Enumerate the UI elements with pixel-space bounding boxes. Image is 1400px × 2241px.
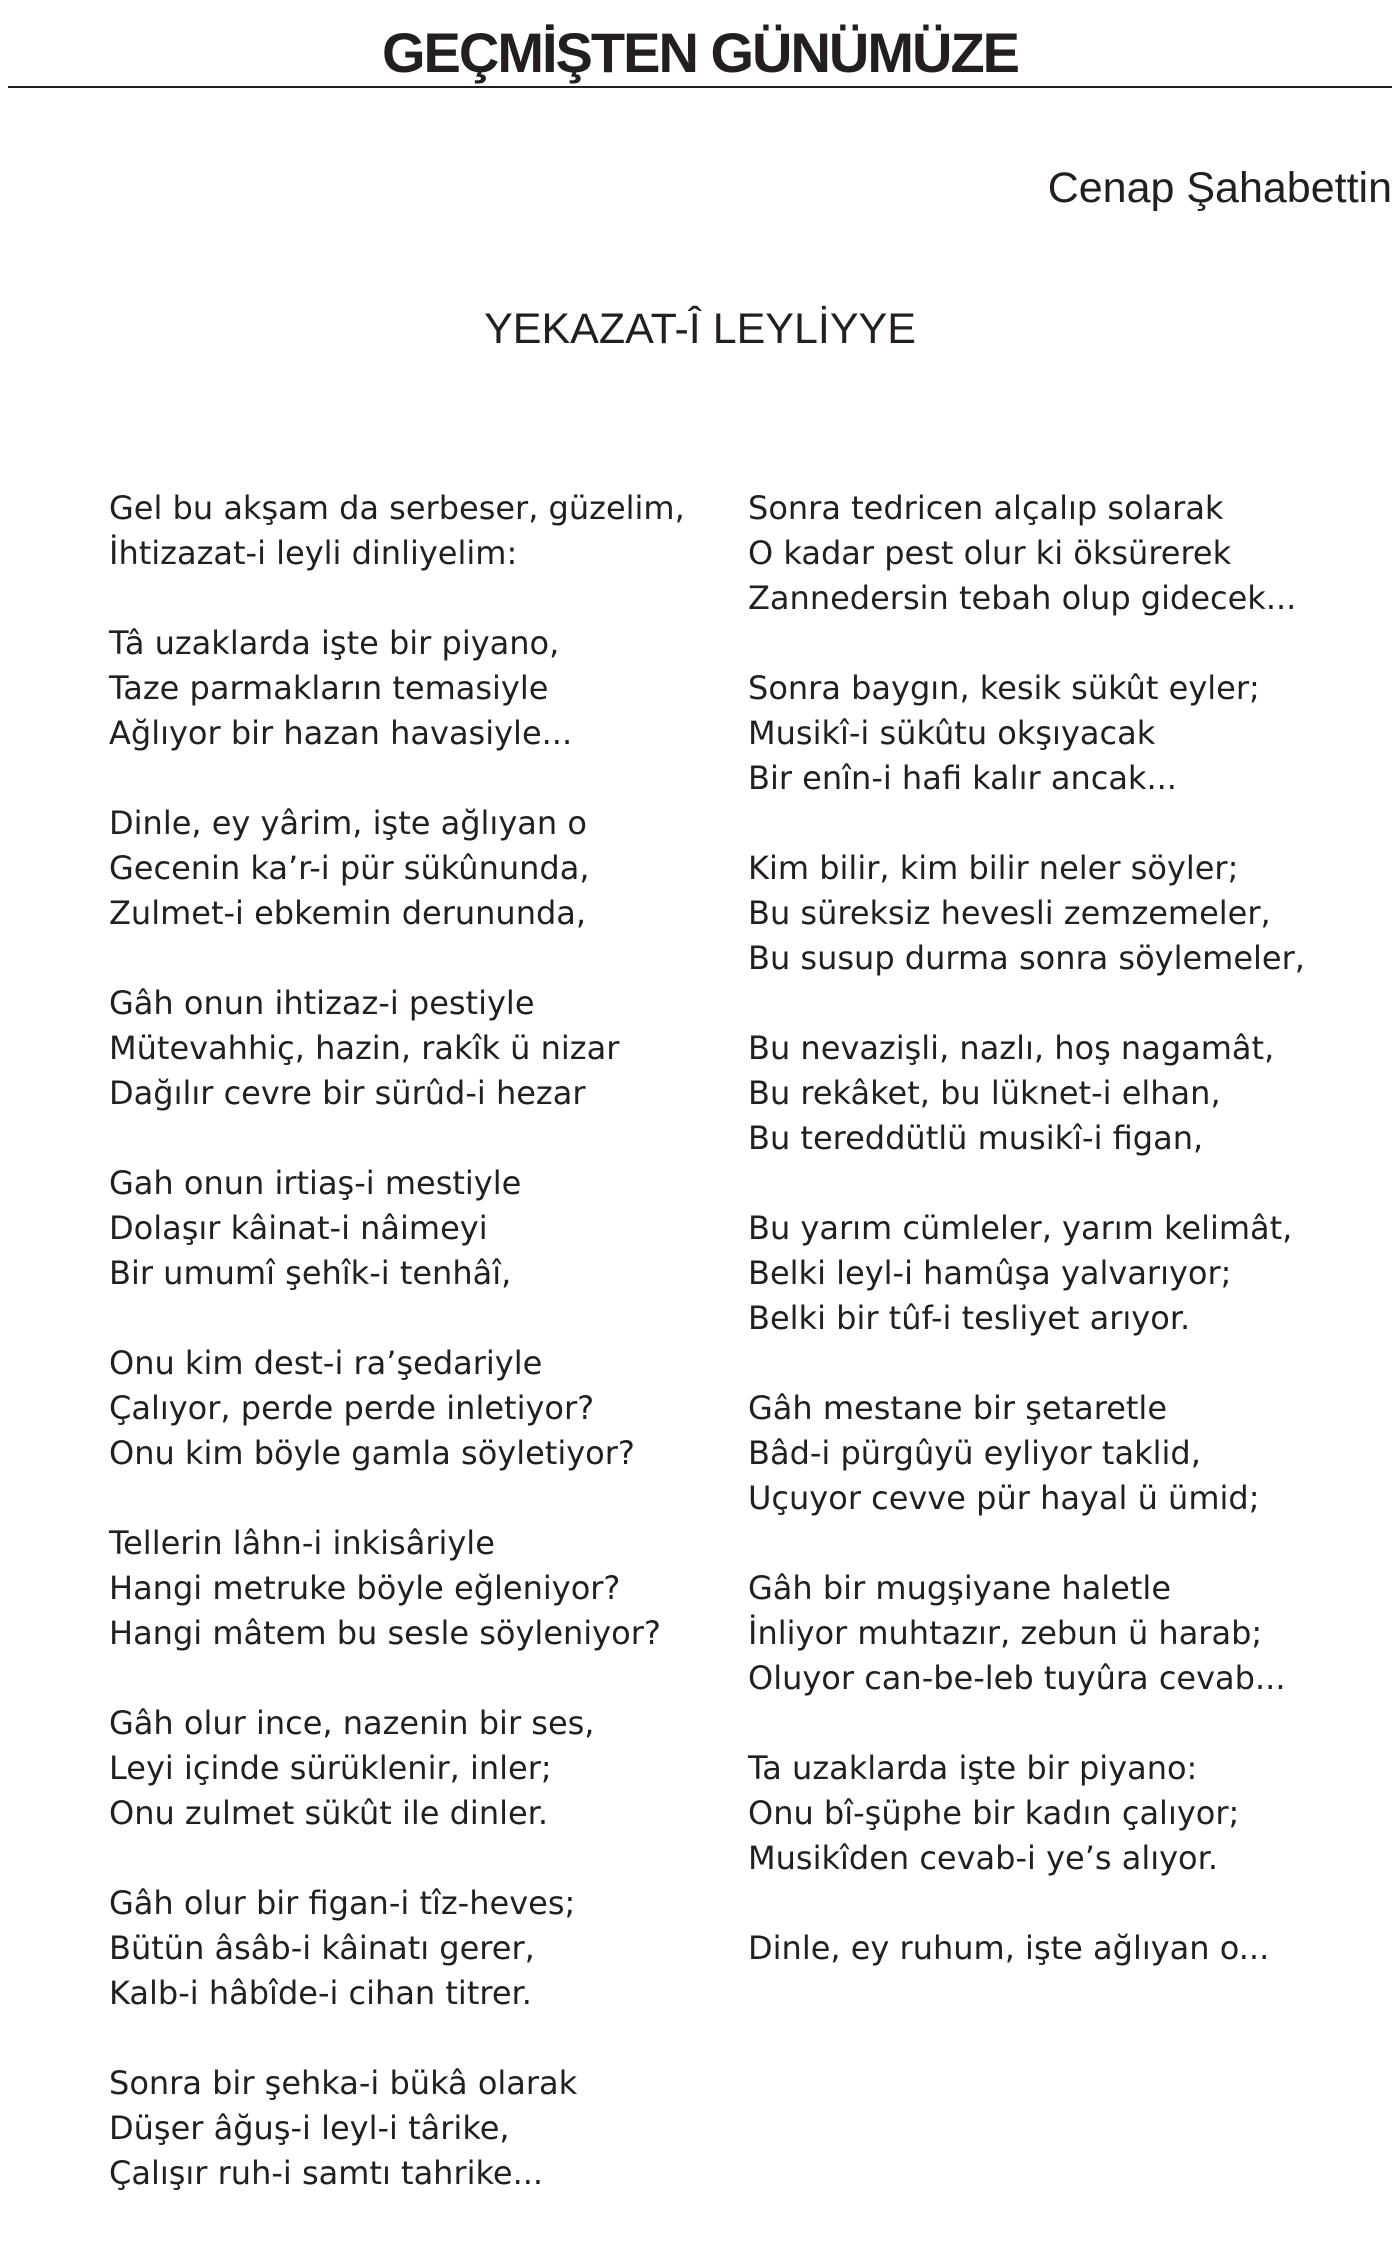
author-name: Cenap Şahabettin [1047,164,1392,212]
verse-line: Dağılır cevre bir sürûd-i hezar [109,1074,586,1112]
stanza [109,801,729,936]
verse-line: Bu nevazişli, nazlı, hoş nagamât, [748,1029,1275,1067]
stanza [109,1881,729,2016]
poem-title: YEKAZAT-Î LEYLİYYE [484,305,916,353]
verse-line: Gâh onun ihtizaz-i pestiyle [109,984,535,1022]
verse-line: Bu süreksiz hevesli zemzemeler, [748,894,1271,932]
stanza [748,1746,1388,1881]
verse-line: Uçuyor cevve pür hayal ü ümid; [748,1479,1260,1517]
stanza [109,486,729,576]
verse-line: Onu bî-şüphe bir kadın çalıyor; [748,1794,1240,1832]
verse-line: Hangi mâtem bu sesle söyleniyor? [109,1614,661,1652]
stanza [748,846,1388,981]
verse-line: Leyi içinde sürüklenir, inler; [109,1749,552,1787]
verse-line: Gâh olur bir figan-i tîz-heves; [109,1884,576,1922]
stanza [109,1521,729,1656]
verse-line: Tellerin lâhn-i inkisâriyle [109,1524,495,1562]
verse-line: Çalışır ruh-i samtı tahrike... [109,2154,544,2192]
verse-line: Dinle, ey ruhum, işte ağlıyan o... [748,1929,1270,1967]
verse-line: Kalb-i hâbîde-i cihan titrer. [109,1974,532,2012]
stanza [748,666,1388,801]
verse-line: Musikîden cevab-i ye’s alıyor. [748,1839,1219,1877]
verse-line: Hangi metruke böyle eğleniyor? [109,1569,621,1607]
verse-line: Zulmet-i ebkemin derununda, [109,894,587,932]
verse-line: Ta uzaklarda işte bir piyano: [748,1749,1198,1787]
verse-line: Dinle, ey yârim, işte ağlıyan o [109,804,587,842]
verse-line: Onu kim böyle gamla söyletiyor? [109,1434,635,1472]
verse-line: Onu kim dest-i ra’şedariyle [109,1344,543,1382]
stanza [109,2061,729,2196]
verse-line: Bâd-i pürgûyü eyliyor taklid, [748,1434,1201,1472]
stanza [109,1701,729,1836]
verse-line: Bütün âsâb-i kâinatı gerer, [109,1929,535,1967]
stanza [748,1026,1388,1161]
stanza [109,1341,729,1476]
verse-line: Mütevahhiç, hazin, rakîk ü nizar [109,1029,620,1067]
verse-line: Bu susup durma sonra söylemeler, [748,939,1305,977]
section-header-title: GEÇMİŞTEN GÜNÜMÜZE [382,21,1018,84]
verse-line: Gâh olur ince, nazenin bir ses, [109,1704,595,1742]
verse-line: Belki bir tûf-i tesliyet arıyor. [748,1299,1191,1337]
verse-line: Ağlıyor bir hazan havasiyle... [109,714,573,752]
verse-line: Bu rekâket, bu lüknet-i elhan, [748,1074,1221,1112]
verse-line: İhtizazat-i leyli dinliyelim: [109,534,518,572]
verse-line: Gel bu akşam da serbeser, güzelim, [109,489,685,527]
verse-line: Bir enîn-i hafi kalır ancak... [748,759,1177,797]
verse-line: İnliyor muhtazır, zebun ü harab; [748,1614,1263,1652]
stanza [748,1926,1388,1971]
verse-line: Dolaşır kâinat-i nâimeyi [109,1209,488,1247]
stanza [748,1386,1388,1521]
verse-line: Belki leyl-i hamûşa yalvarıyor; [748,1254,1232,1292]
verse-line: Gecenin ka’r-i pür sükûnunda, [109,849,590,887]
verse-line: Bu yarım cümleler, yarım kelimât, [748,1209,1293,1247]
verse-line: Zannedersin tebah olup gidecek... [748,579,1297,617]
verse-line: Çalıyor, perde perde inletiyor? [109,1389,595,1427]
verse-line: Sonra bir şehka-i bükâ olarak [109,2064,578,2102]
header-divider [8,86,1392,88]
stanza [748,1206,1388,1341]
verse-line: Sonra tedricen alçalıp solarak [748,489,1224,527]
stanza [748,486,1388,621]
verse-line: Sonra baygın, kesik sükût eyler; [748,669,1260,707]
verse-line: Düşer âğuş-i leyl-i târike, [109,2109,510,2147]
poem-column-left [109,486,729,2241]
stanza [748,1566,1388,1701]
stanza [109,981,729,1116]
verse-line: Gâh mestane bir şetaretle [748,1389,1167,1427]
verse-line: Taze parmakların temasiyle [109,669,549,707]
stanza [109,1161,729,1296]
verse-line: Gâh bir mugşiyane haletle [748,1569,1171,1607]
verse-line: Bir umumî şehîk-i tenhâî, [109,1254,512,1292]
stanza [109,621,729,756]
verse-line: Tâ uzaklarda işte bir piyano, [109,624,560,662]
verse-line: Onu zulmet sükût ile dinler. [109,1794,549,1832]
verse-line: Bu tereddütlü musikî-i figan, [748,1119,1204,1157]
verse-line: Gah onun irtiaş-i mestiyle [109,1164,522,1202]
verse-line: O kadar pest olur ki öksürerek [748,534,1232,572]
verse-line: Musikî-i sükûtu okşıyacak [748,714,1156,752]
verse-line: Kim bilir, kim bilir neler söyler; [748,849,1239,887]
verse-line: Oluyor can-be-leb tuyûra cevab... [748,1659,1286,1697]
poem-column-right [748,486,1388,2016]
